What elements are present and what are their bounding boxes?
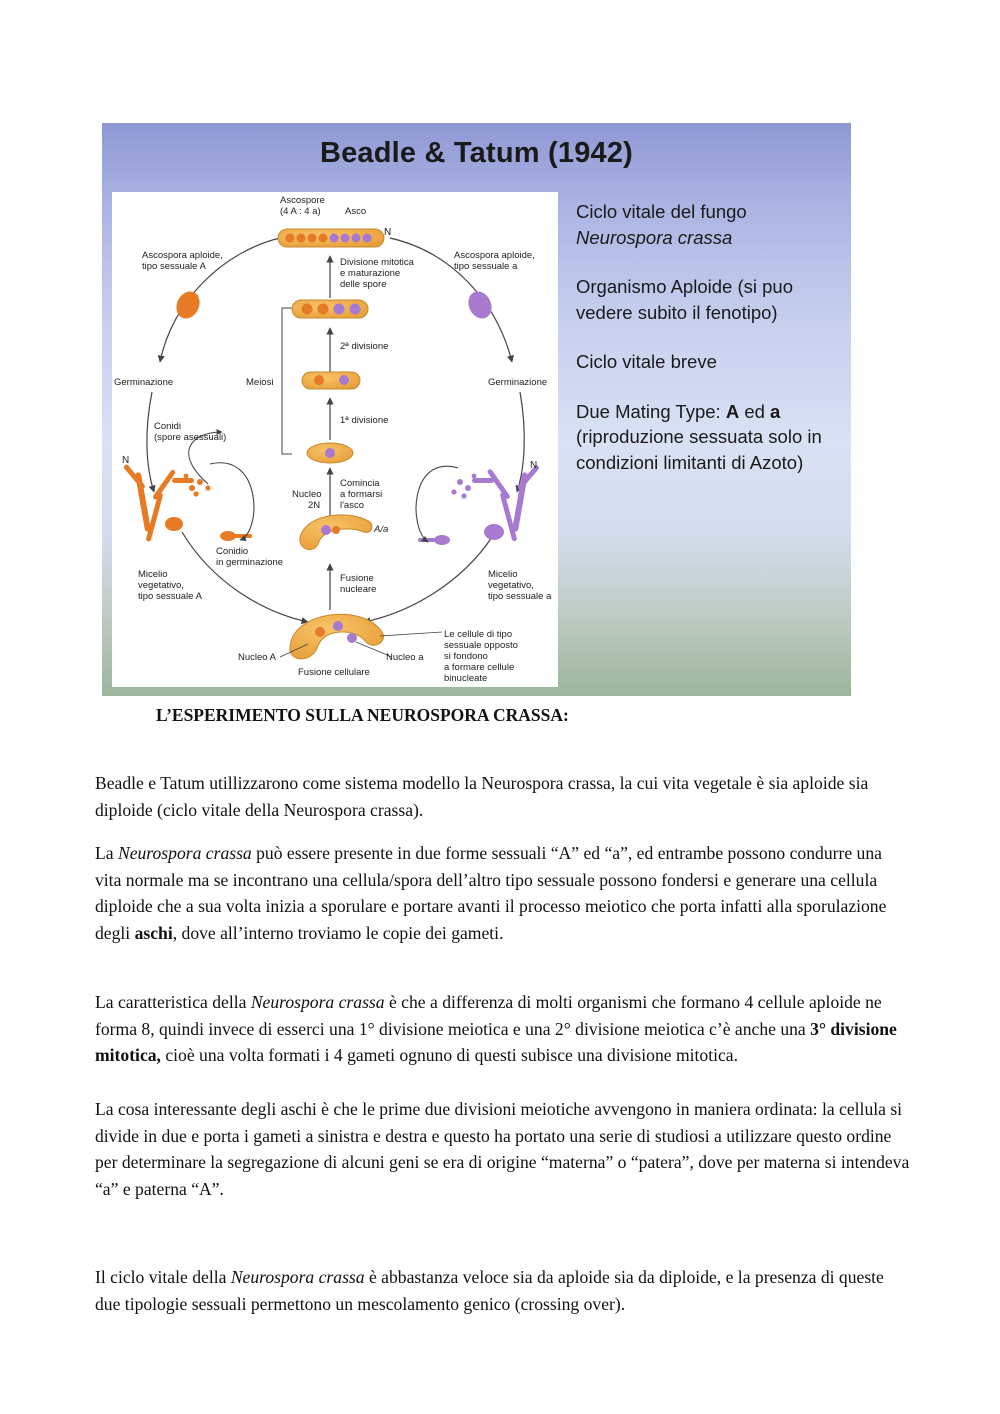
label-germinazione-right: Germinazione [488, 377, 548, 388]
label-n-left: N [122, 455, 130, 466]
label-micelio-A-1: Micelio [138, 569, 168, 580]
label-prima-divisione: 1ª divisione [340, 415, 389, 426]
label-nucleo-2n-1: Nucleo [292, 489, 322, 500]
label-micelio-A-3: tipo sessuale A [138, 591, 202, 602]
label-nucleo-2n-2: 2N [308, 500, 321, 511]
label-n-top: N [384, 227, 392, 238]
label-div-mitotica-1: Divisione mitotica [340, 257, 414, 268]
cycle-arc-bottom-right [364, 537, 492, 622]
paragraph-1: Beadle e Tatum utillizzarono come sistema modello la Neurospora crassa, la cui vita vegetale è sia aploide sia diploide (ciclo vitale della Neurospora crassa). [95, 773, 869, 820]
bullet-ciclo-breve: Ciclo vitale breve [576, 351, 717, 372]
paragraph-2: La Neurospora crassa può essere presente in due forme sessuali “A” ed “a”, ed entrambe possono condurre una vita normale ma se incontrano una cellula/spora dell’altro tipo sessuale possono fondersi e generare una cellula diploide che a sua volta inizia a sporulare e portare avanti il processo meiotico che porta infatti alla sporulazione degli aschi, dove all’interno troviamo le copie dei gameti. [95, 843, 887, 943]
label-cellule-3: si fondono [444, 651, 488, 662]
label-comincia-1: Comincia [340, 478, 380, 489]
ascospore-a [464, 288, 496, 323]
label-ascospore-ratio: (4 A : 4 a) [280, 206, 321, 217]
figure-slide [102, 123, 851, 696]
paragraph-3: La caratteristica della Neurospora crassa è che a differenza di molti organismi che formano 4 cellule aploide ne forma 8, quindi invece di esserci una 1° divisione meiotica e una 2° divisione meiotica c’è anche una 3° divisione mitotica, cioè una volta formati i 4 gameti ognuno di questi subisce una divisione mitotica. [95, 992, 897, 1065]
mycelium-A [123, 464, 211, 542]
label-meiosi: Meiosi [246, 377, 274, 388]
label-germinazione-left: Germinazione [114, 377, 174, 388]
label-nucleo-A: Nucleo A [238, 652, 277, 663]
label-conidi-1: Conidi [154, 421, 181, 432]
paragraph-4: La cosa interessante degli aschi è che le prime due divisioni meiotiche avvengono in maniera ordinata: la cellula si divide in due e porta i gameti a sinistra e destra e questo ha portato una serie di studiosi a utilizzare questo ordine per determinare la segregazione di alcuni geni se era di origine “materna” o “patera”, dove per materna si intendeva “a” e paterna “A”. [95, 1099, 910, 1199]
label-conidi-2: (spore asessuali) [154, 432, 227, 443]
label-micelio-a-2: vegetativo, [488, 580, 534, 591]
label-div-mitotica-2: e maturazione [340, 268, 401, 279]
bullet-mating-type: Due Mating Type: A ed a (riproduzione sessuata solo in condizioni limitanti di Azoto) [576, 400, 822, 473]
paragraph-5: Il ciclo vitale della Neurospora crassa è abbastanza veloce sia da aploide sia da diploide, e la presenza di queste due tipologie sessuali permettono un mescolamento genico (crossing over). [95, 1267, 884, 1314]
cycle-arc-left [147, 392, 154, 492]
label-ascospora-a-2: tipo sessuale a [454, 261, 518, 272]
label-micelio-a-1: Micelio [488, 569, 518, 580]
label-fusione-cellulare: Fusione cellulare [298, 667, 370, 678]
label-comincia-3: l'asco [340, 500, 364, 511]
label-ascospora-a-1: Ascospora aploide, [454, 250, 535, 261]
label-nucleo-a: Nucleo a [386, 652, 424, 663]
mycelium-a [451, 464, 540, 541]
label-micelio-a-3: tipo sessuale a [488, 591, 552, 602]
bullet-ciclo-vitale: Ciclo vitale del fungo Neurospora crassa [576, 201, 747, 248]
label-cellule-1: Le cellule di tipo [444, 629, 513, 640]
life-cycle-diagram [112, 192, 558, 687]
bullet-organismo-aploide: Organismo Aploide (si puo vedere subito il fenotipo) [576, 276, 793, 323]
life-cycle-svg [112, 192, 558, 687]
label-cellule-2: sessuale opposto [444, 640, 518, 651]
label-comincia-2: a formarsi [340, 489, 383, 500]
label-fusione-nucleare-1: Fusione [340, 573, 374, 584]
conidium-germinating [220, 531, 252, 541]
label-cellule-4: a formare cellule [444, 662, 515, 673]
label-n-right: N [530, 460, 538, 471]
label-Aa: A/a [374, 524, 389, 535]
label-seconda-divisione: 2ª divisione [340, 341, 389, 352]
label-asco: Asco [345, 206, 367, 217]
label-cellule-5: binucleate [444, 673, 488, 684]
section-heading: L’ESPERIMENTO SULLA NEUROSPORA CRASSA: [156, 705, 569, 725]
ascus-2-nuclei [302, 372, 360, 389]
label-micelio-A-2: vegetativo, [138, 580, 184, 591]
label-ascospora-A-2: tipo sessuale A [142, 261, 206, 272]
label-conidio-1: Conidio [216, 546, 249, 557]
label-ascospora-A-1: Ascospora aploide, [142, 250, 223, 261]
slide-title: Beadle & Tatum (1942) [319, 137, 634, 169]
ascus-1-nucleus [307, 443, 353, 463]
ascus-8-spores [278, 229, 384, 247]
slide-bullets [576, 199, 844, 499]
label-ascospore: Ascospore [280, 195, 325, 206]
label-conidio-2: in germinazione [216, 557, 284, 568]
diploid-cell [300, 515, 372, 550]
label-div-mitotica-3: delle spore [340, 279, 387, 290]
label-fusione-nucleare-2: nucleare [340, 584, 377, 595]
ascus-4-spores [292, 300, 368, 318]
